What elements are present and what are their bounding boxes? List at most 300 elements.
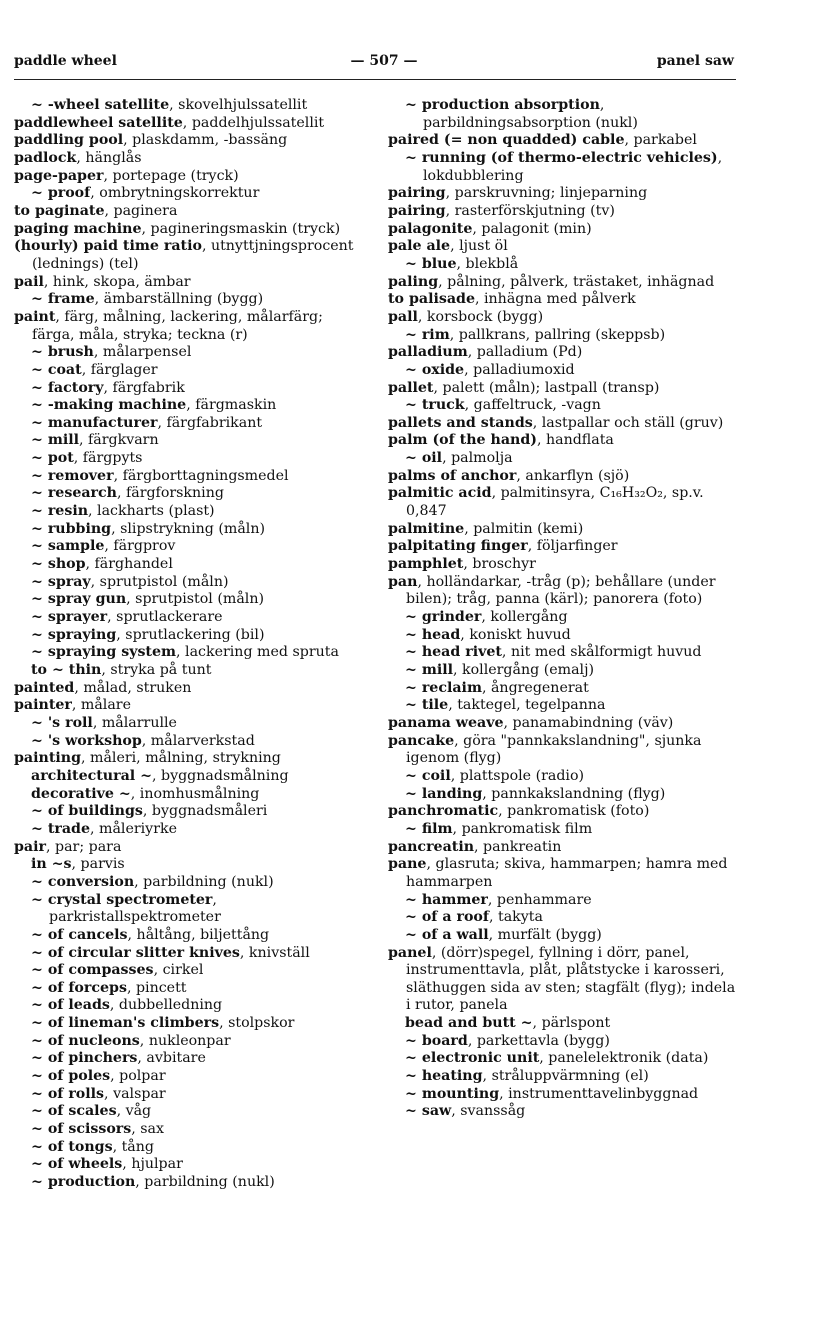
entry-headword: sprayer [47,609,108,626]
entry-definition: , pankromatisk (foto) [498,803,650,820]
dictionary-entry [388,432,736,450]
entry-headword: of forceps [47,979,127,996]
entry-definition: , nit med skålformigt huvud [501,644,702,661]
entry-tilde: ~ [31,1174,48,1191]
sub-entry [14,380,369,398]
sub-entry [14,1033,369,1051]
entry-headword: of tongs [47,1138,113,1155]
sub-entry [388,97,736,132]
entry-headword: pale ale [388,238,451,255]
sub-entry [14,962,369,980]
entry-definition: , hink, skopa, ämbar [43,273,191,290]
entry-headword: of buildings [47,803,143,820]
dictionary-entry [388,733,736,768]
entry-definition: , ämbarställning (bygg) [94,291,264,308]
entry-definition: , färglager [81,361,158,378]
entry-headword: architectural ~ [31,767,152,784]
entry-headword: rim [421,326,450,343]
entry-definition: , färgborttagningsmedel [113,467,289,484]
entry-headword: rubbing [47,520,112,537]
entry-definition: , lackharts (plast) [88,503,215,520]
entry-tilde: ~ [405,891,422,908]
entry-headword: grinder [421,609,482,626]
entry-definition: , parskruvning; linjeparning [445,185,648,202]
dictionary-entry [14,309,369,344]
entry-headword: manufacturer [47,414,158,431]
entry-headword: mill [47,432,80,449]
entry-tilde: ~ [31,361,48,378]
entry-headword: production [47,1174,136,1191]
sub-entry [388,768,736,786]
entry-headword: spraying [47,626,117,643]
entry-tilde: ~ [31,997,48,1014]
entry-headword: resin [47,503,89,520]
entry-definition: , färgprov [104,538,176,555]
dictionary-entry [388,238,736,256]
entry-headword: panchromatic [388,803,499,820]
entry-headword: of rolls [47,1085,105,1102]
entry-definition: , skovelhjulssatellit [169,97,308,113]
entry-definition: , parvis [71,856,125,873]
dictionary-entry [388,856,736,891]
right-column [388,97,736,1121]
entry-definition: , målad, struken [74,679,192,696]
entry-definition: , parkabel [624,132,697,149]
entry-headword: saw [421,1103,452,1120]
page-header [14,53,734,75]
entry-headword: pamphlet [388,556,464,573]
entry-headword: pane [388,856,427,873]
dictionary-entry [388,415,736,433]
entry-tilde: ~ [31,873,48,890]
entry-tilde: ~ [31,1138,48,1155]
entry-headword: of pinchers [47,1050,138,1067]
entry-definition: , färgforskning [116,485,224,502]
entry-definition: , stryka på tunt [101,662,212,678]
sub-entry [388,697,736,715]
entry-headword: decorative ~ [31,785,131,802]
entry-tilde: ~ [31,485,48,502]
sub-entry [388,362,736,380]
entry-definition: , pincett [126,979,187,996]
sub-entry [388,909,736,927]
entry-tilde: ~ [31,1156,48,1173]
entry-headword: crystal spectrometer [47,891,213,908]
entry-definition: , pålning, pålverk, trästaket, inhägnad [438,273,715,290]
entry-tilde: ~ [405,1032,422,1049]
entry-headword: pail [14,273,44,290]
entry-definition: , färghandel [85,556,173,573]
entry-tilde: ~ [31,803,48,820]
sub-entry [14,538,369,556]
entry-headword: spray [47,573,91,590]
entry-definition: , plattspole (radio) [450,767,585,784]
sub-entry [14,715,369,733]
entry-headword: palm (of the hand) [388,432,537,449]
entry-headword: board [421,1032,468,1049]
entry-definition: , färgkvarn [79,432,159,449]
entry-definition: , färg, målning, lackering, målarfärg; färga, måla, stryka; teckna (r) [32,308,323,343]
entry-headword: of scissors [47,1121,132,1138]
entry-headword: pairing [388,185,446,202]
entry-tilde: ~ [405,397,422,414]
entry-headword: pot [47,450,74,467]
sub-entry [388,450,736,468]
entry-definition: , plaskdamm, -bassäng [123,132,288,149]
entry-headword: of scales [47,1103,117,1120]
entry-definition: , färgfabrikant [157,414,263,431]
entry-headword: panel [388,944,432,961]
entry-definition: , våg [116,1103,152,1120]
entry-definition: , inomhusmålning [130,785,260,802]
entry-definition: , kollergång [481,609,568,626]
dictionary-entry [14,274,369,292]
sub-entry [14,468,369,486]
sub-entry [14,945,369,963]
sub-entry [14,1086,369,1104]
sub-entry [388,1015,736,1033]
sub-entry [14,609,369,627]
entry-tilde: ~ [31,944,48,961]
entry-headword: film [421,820,453,837]
dictionary-entry [388,538,736,556]
entry-definition: , följarfinger [527,538,618,555]
entry-tilde: ~ [31,644,48,661]
entry-tilde: ~ [405,785,422,802]
sub-entry [388,662,736,680]
entry-headword: paling [388,273,439,290]
entry-headword: running (of thermo-electric vehicles) [421,149,718,166]
entry-tilde: ~ [405,326,422,343]
entry-definition: , penhammare [487,891,592,908]
entry-headword: head [421,626,461,643]
entry-headword: coil [421,767,451,784]
entry-tilde: ~ [31,291,48,308]
entry-headword: palagonite [388,220,473,237]
entry-headword: painter [14,697,72,714]
entry-definition: , ångregenerat [481,679,589,696]
entry-headword: of a roof [421,909,489,926]
sub-entry [388,1086,736,1104]
entry-headword: -making machine [47,397,187,414]
entry-tilde: ~ [405,1085,422,1102]
entry-headword: 's workshop [47,732,142,749]
entry-definition: , handflata [536,432,614,449]
entry-tilde: ~ [405,679,422,696]
entry-tilde: ~ [31,1085,48,1102]
entry-tilde: ~ [31,432,48,449]
entry-headword: to ~ thin [31,662,102,678]
entry-headword: factory [47,379,104,396]
sub-entry [14,591,369,609]
entry-tilde: ~ [31,467,48,484]
entry-headword: spray gun [47,591,127,608]
dictionary-entry [14,203,369,221]
entry-definition: , parkettavla (bygg) [467,1032,610,1049]
entry-tilde: ~ [31,591,48,608]
entry-headword: of compasses [47,962,154,979]
entry-definition: , sax [131,1121,165,1138]
entry-definition: , dubbelledning [109,997,223,1014]
sub-entry [388,256,736,274]
entry-definition: , stolpskor [219,1015,295,1032]
sub-entry [14,556,369,574]
sub-entry [14,521,369,539]
entry-tilde: ~ [405,697,422,714]
sub-entry [388,609,736,627]
sub-entry [14,803,369,821]
entry-tilde: ~ [31,185,48,202]
entry-tilde: ~ [405,97,422,113]
entry-headword: pancreatin [388,838,475,855]
entry-tilde: ~ [31,962,48,979]
entry-headword: paint [14,308,56,325]
entry-tilde: ~ [31,414,48,431]
sub-entry [14,1139,369,1157]
dictionary-entry [388,203,736,221]
entry-definition: , målarrulle [92,714,177,731]
dictionary-entry [388,839,736,857]
entry-definition: , polpar [110,1068,166,1085]
entry-headword: conversion [47,873,135,890]
entry-tilde: ~ [31,397,48,414]
entry-tilde: ~ [405,662,422,678]
entry-definition: , palladiumoxid [464,361,575,378]
entry-headword: electronic unit [421,1050,540,1067]
dictionary-entry [388,945,736,1016]
dictionary-entry [388,274,736,292]
entry-headword: of lineman's climbers [47,1015,220,1032]
entry-definition: , hjulpar [122,1156,183,1173]
entry-tilde: ~ [31,626,48,643]
entry-definition: , målare [71,697,131,714]
entry-definition: , parbildningsabsorption (nukl) [423,97,638,131]
entry-headword: proof [47,185,91,202]
entry-tilde: ~ [405,644,422,661]
entry-headword: tile [421,697,449,714]
entry-tilde: ~ [405,909,422,926]
sub-entry [14,733,369,751]
entry-tilde: ~ [31,97,48,113]
entry-headword: head rivet [421,644,502,661]
entry-definition: , parbildning (nukl) [135,1174,275,1191]
sub-entry [14,485,369,503]
sub-entry [14,997,369,1015]
entry-definition: , inhägna med pålverk [474,291,636,308]
entry-tilde: ~ [405,1050,422,1067]
sub-entry [388,627,736,645]
entry-definition: , palagonit (min) [472,220,592,237]
dictionary-entry [388,485,736,520]
sub-entry [14,856,369,874]
entry-definition: , utnyttjningsprocent (lednings) (tel) [32,238,354,272]
entry-definition: , målarverkstad [141,732,255,749]
entry-headword: heating [421,1068,483,1085]
sub-entry [14,185,369,203]
dictionary-entry [388,221,736,239]
entry-headword: palms of anchor [388,467,517,484]
sub-entry [14,1050,369,1068]
entry-definition: , par; para [45,838,122,855]
entry-headword: pair [14,838,46,855]
dictionary-entry [14,238,369,273]
entry-headword: pan [388,573,418,590]
dictionary-entry [388,803,736,821]
entry-tilde: ~ [31,520,48,537]
sub-entry [388,327,736,345]
entry-definition: , håltång, biljettång [127,926,270,943]
left-column [14,97,369,1192]
sub-entry [388,644,736,662]
entry-definition: , sprutpistol (måln) [90,573,229,590]
entry-headword: pancake [388,732,455,749]
sub-entry [14,97,369,115]
entry-definition: , rasterförskjutning (tv) [445,202,615,219]
entry-headword: of a wall [421,926,489,943]
entry-definition: , sprutpistol (måln) [126,591,264,608]
entry-definition: , pagineringsmaskin (tryck) [141,220,341,237]
entry-headword: to paginate [14,202,105,219]
sub-entry [14,450,369,468]
sub-entry [14,362,369,380]
sub-entry [14,644,369,662]
sub-entry [14,432,369,450]
entry-definition: , blekblå [456,255,519,272]
entry-definition: , paginera [104,202,178,219]
entry-headword: frame [47,291,95,308]
entry-tilde: ~ [405,609,422,626]
entry-headword: painted [14,679,75,696]
entry-tilde: ~ [31,1032,48,1049]
entry-definition: , korsbock (bygg) [417,308,544,325]
entry-definition: , måleri, målning, strykning [81,750,281,767]
entry-headword: paired (= non quadded) cable [388,132,625,149]
sub-entry [14,344,369,362]
entry-headword: coat [47,361,82,378]
entry-headword: sample [47,538,105,555]
sub-entry [388,1050,736,1068]
entry-definition: , lastpallar och ställ (gruv) [532,414,724,431]
entry-headword: of cancels [47,926,128,943]
entry-headword: palladium [388,344,468,361]
entry-definition: , palett (måln); lastpall (transp) [433,379,660,396]
sub-entry [388,821,736,839]
sub-entry [14,927,369,945]
entry-definition: , svanssåg [451,1103,526,1120]
entry-definition: , palladium (Pd) [467,344,583,361]
entry-headword: panama weave [388,714,504,731]
entry-definition: , paddelhjulssatellit [182,114,325,131]
entry-headword: landing [421,785,483,802]
entry-tilde: ~ [31,450,48,467]
entry-definition: , portepage (tryck) [103,167,239,184]
entry-definition: , sprutlackerare [107,609,223,626]
dictionary-entry [14,839,369,857]
entry-headword: of poles [47,1068,111,1085]
dictionary-entry [388,380,736,398]
dictionary-entry [388,468,736,486]
entry-definition: , instrumenttavelinbyggnad [499,1085,699,1102]
entry-headword: spraying system [47,644,177,661]
entry-headword: palmitic acid [388,485,492,502]
dictionary-entry [388,185,736,203]
entry-headword: brush [47,344,94,361]
entry-definition: , byggnadsmålning [151,767,289,784]
entry-definition: , sprutlackering (bil) [116,626,265,643]
entry-headword: reclaim [421,679,482,696]
entry-headword: mill [421,662,454,678]
sub-entry [14,821,369,839]
entry-headword: hammer [421,891,488,908]
entry-headword: pallets and stands [388,414,533,431]
entry-headword: trade [47,820,90,837]
dictionary-entry [388,556,736,574]
sub-entry [14,397,369,415]
entry-tilde: ~ [405,820,422,837]
sub-entry [14,1103,369,1121]
entry-definition: , avbitare [137,1050,206,1067]
sub-entry [14,291,369,309]
entry-definition: , koniskt huvud [460,626,571,643]
entry-definition: , ombrytningskorrektur [90,185,260,202]
entry-tilde: ~ [31,556,48,573]
sub-entry [388,1068,736,1086]
entry-definition: , palmitinsyra, C₁₆H₃₂O₂, sp.v. 0,847 [406,485,704,520]
entry-definition: , göra "pannkakslandning", sjunka igenom (flyg) [406,732,702,767]
entry-headword: painting [14,750,81,767]
entry-headword: (hourly) paid time ratio [14,238,202,255]
dictionary-entry [388,344,736,362]
entry-headword: pall [388,308,418,325]
entry-definition: , glasruta; skiva, hammarpen; hamra med hammarpen [406,856,728,890]
entry-tilde: ~ [31,891,48,908]
sub-entry [388,397,736,415]
entry-headword: palpitating finger [388,538,528,555]
entry-tilde: ~ [31,1121,48,1138]
entry-headword: truck [421,397,465,414]
entry-definition: , lokdubblering [423,149,723,184]
entry-definition: , (dörr)spegel, fyllning i dörr, panel, instrumenttavla, plåt, plåtstycke i karosseri, släthuggen sida av sten; stagfält (flyg); indela i rutor, panela [406,944,736,1014]
entry-headword: oxide [421,361,465,378]
entry-headword: research [47,485,117,502]
entry-definition: , panamabindning (väv) [503,714,674,731]
entry-headword: paddling pool [14,132,124,149]
entry-headword: of leads [47,997,110,1014]
entry-definition: , slipstrykning (måln) [111,520,265,537]
entry-headword: shop [47,556,86,573]
sub-entry [388,892,736,910]
sub-entry [14,415,369,433]
sub-entry [14,1156,369,1174]
entry-tilde: ~ [31,1015,48,1032]
dictionary-entry [388,715,736,733]
entry-headword: production absorption [421,97,600,113]
header-last-entry: panel saw [656,53,734,69]
dictionary-entry [388,574,736,609]
entry-headword: paging machine [14,220,142,237]
entry-definition: , målarpensel [93,344,192,361]
entry-definition: , taktegel, tegelpanna [448,697,606,714]
entry-definition: , gaffeltruck, -vagn [464,397,601,414]
sub-entry [388,150,736,185]
sub-entry [14,892,369,927]
entry-tilde: ~ [405,361,422,378]
dictionary-entry [14,750,369,768]
sub-entry [14,768,369,786]
entry-definition: , palmitin (kemi) [464,520,584,537]
entry-tilde: ~ [405,1068,422,1085]
entry-headword: mounting [421,1085,500,1102]
